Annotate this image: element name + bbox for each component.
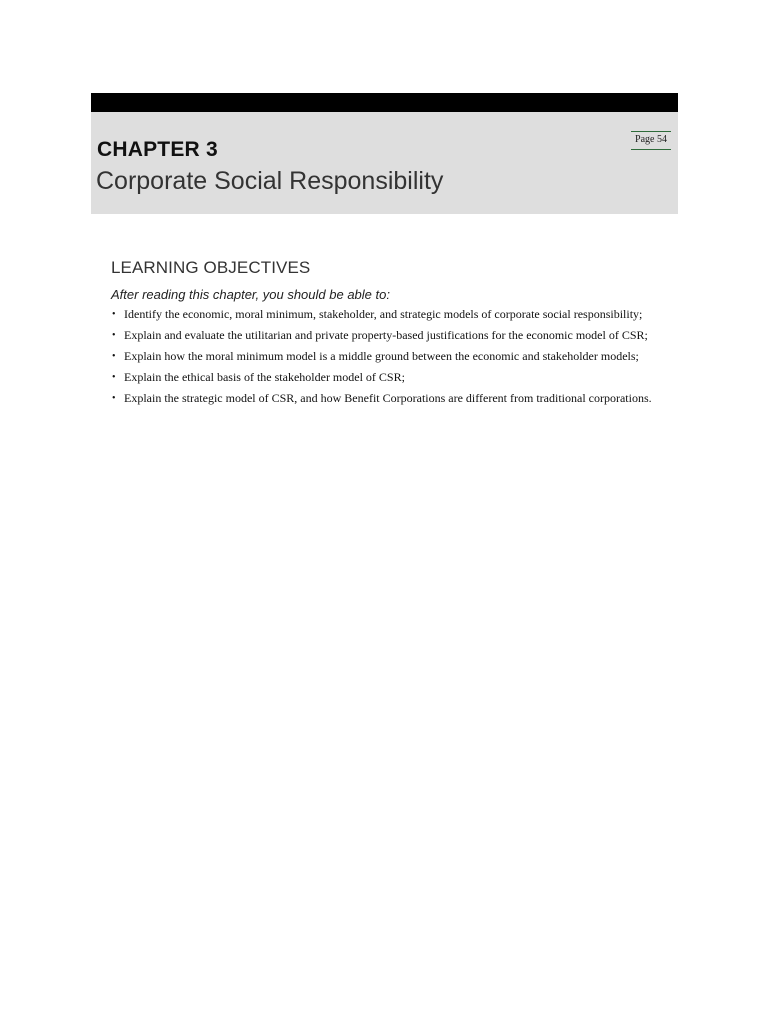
objective-item bbox=[111, 327, 656, 344]
objective-item bbox=[111, 306, 656, 323]
objective-item bbox=[111, 369, 656, 386]
chapter-header bbox=[91, 112, 678, 214]
learning-objectives-intro: After reading this chapter, you should be able to: bbox=[111, 287, 390, 302]
page-number: Page 54 bbox=[631, 131, 671, 150]
learning-objectives-section bbox=[111, 258, 656, 411]
objective-text: Explain the ethical basis of the stakeholder model of CSR; bbox=[124, 370, 405, 384]
objective-item bbox=[111, 348, 656, 365]
learning-objectives-list bbox=[111, 306, 656, 407]
objective-text: Explain the strategic model of CSR, and how Benefit Corporations are different from traditional corporations. bbox=[124, 391, 652, 405]
chapter-title: Corporate Social Responsibility bbox=[96, 167, 444, 195]
chapter-top-bar bbox=[91, 93, 678, 112]
bullet-icon: • bbox=[112, 309, 116, 320]
objective-text: Explain and evaluate the utilitarian and private property-based justifications for the economic model of CSR; bbox=[124, 328, 648, 342]
bullet-icon: • bbox=[112, 372, 116, 383]
chapter-label: CHAPTER 3 bbox=[97, 138, 218, 161]
objective-text: Explain how the moral minimum model is a middle ground between the economic and stakeholder models; bbox=[124, 349, 639, 363]
learning-objectives-heading: LEARNING OBJECTIVES bbox=[111, 258, 311, 277]
bullet-icon: • bbox=[112, 330, 116, 341]
bullet-icon: • bbox=[112, 393, 116, 404]
bullet-icon: • bbox=[112, 351, 116, 362]
objective-text: Identify the economic, moral minimum, stakeholder, and strategic models of corporate social responsibility; bbox=[124, 307, 643, 321]
objective-item bbox=[111, 390, 656, 407]
